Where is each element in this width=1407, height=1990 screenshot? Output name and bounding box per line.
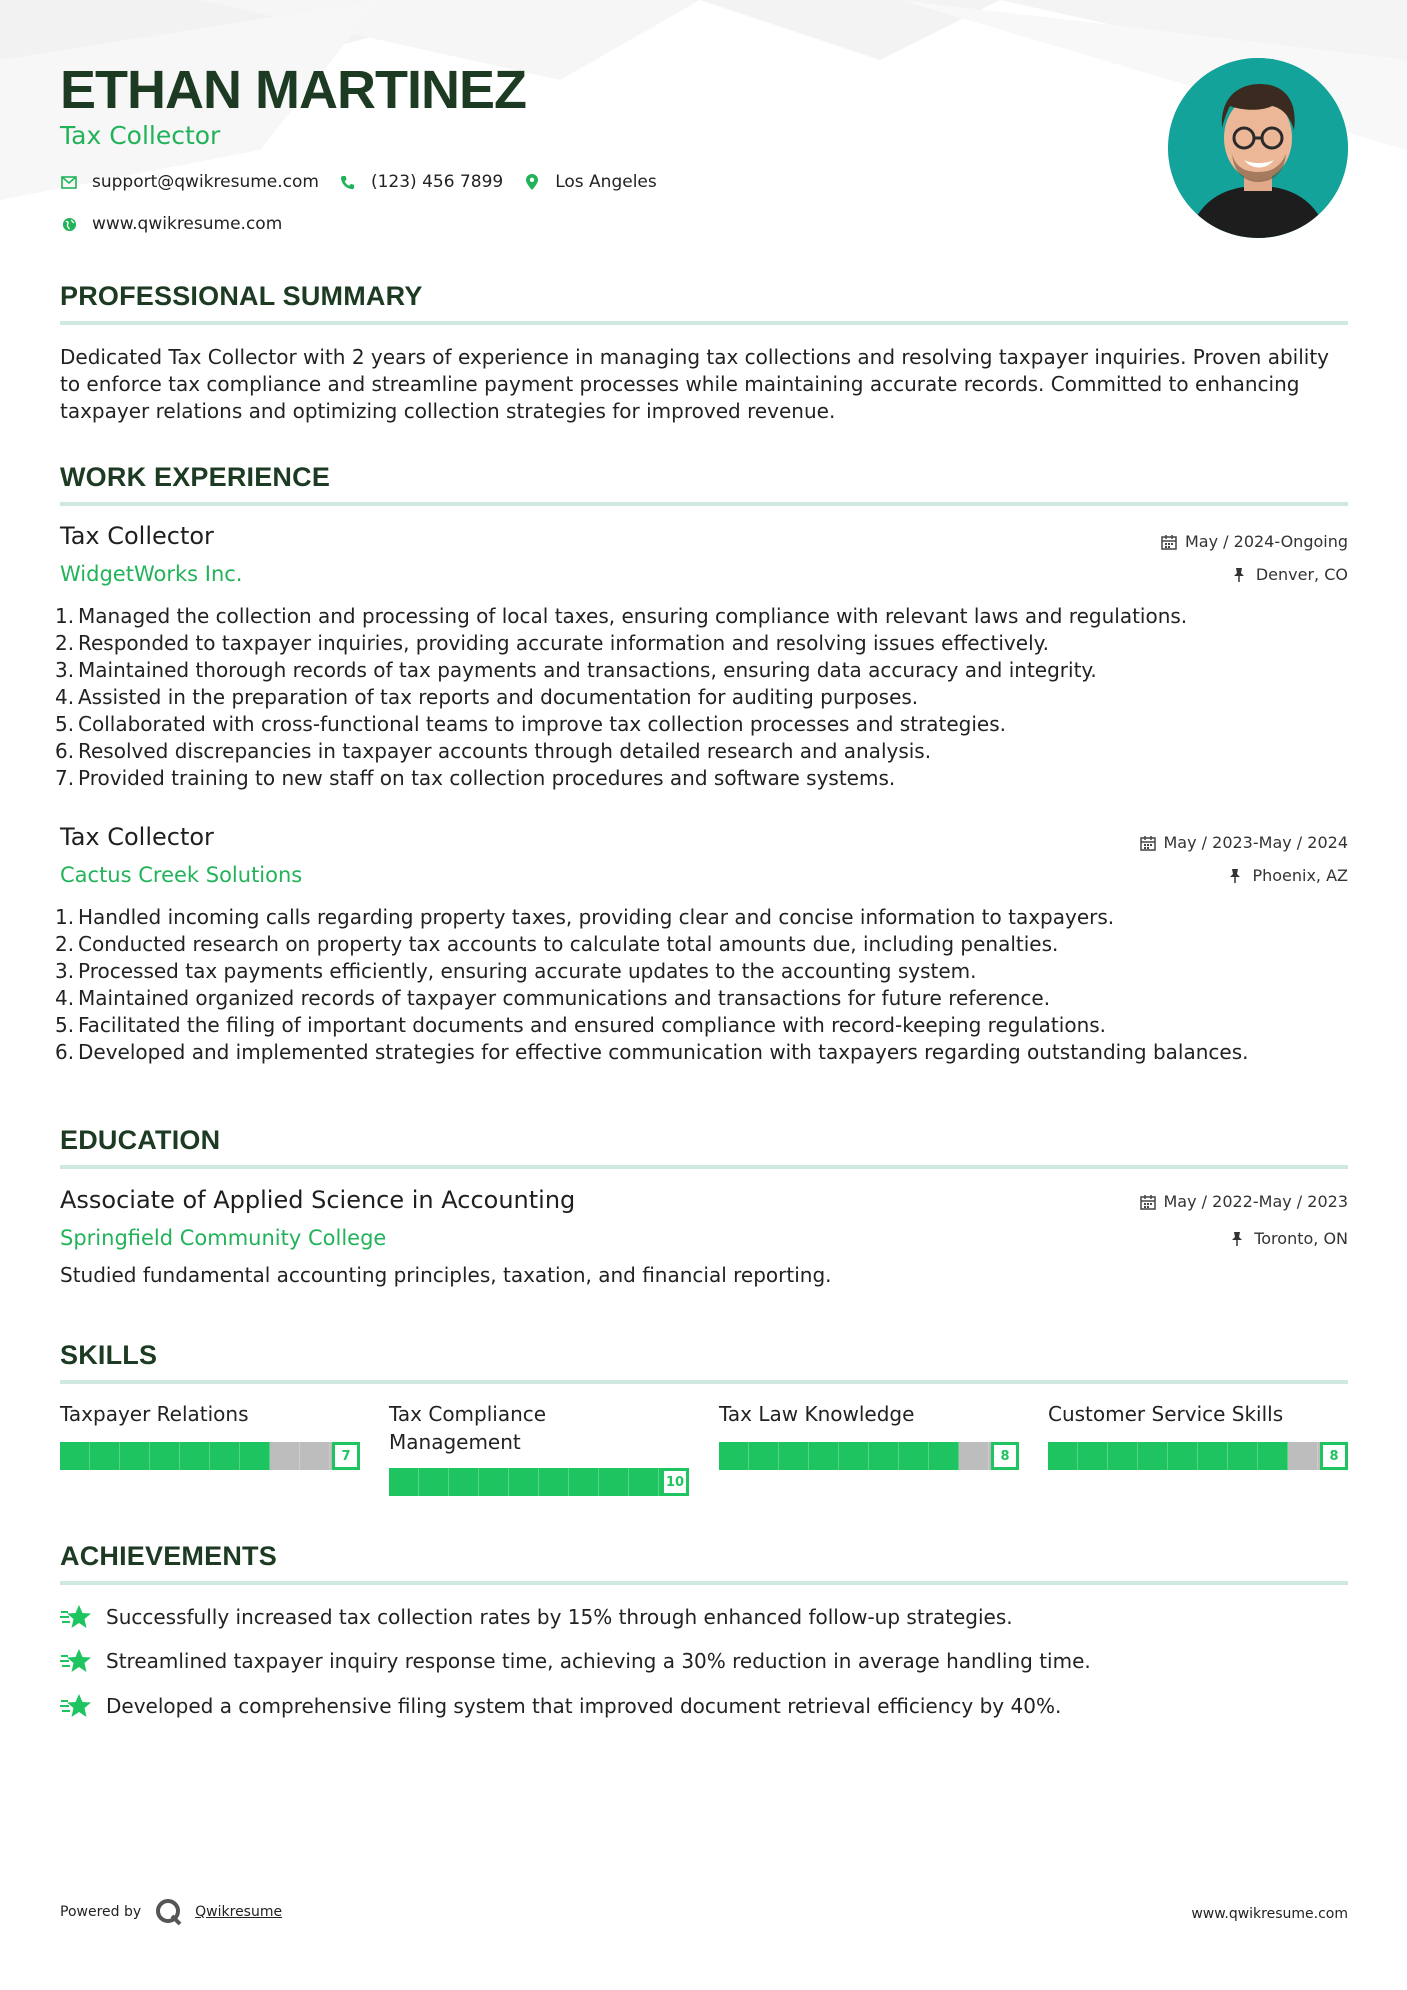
skill-level-segment	[449, 1468, 479, 1496]
list-item: 1. Managed the collection and processing of local taxes, ensuring compliance with relevant laws and regulations.	[55, 604, 1188, 628]
skill-level-segment	[959, 1442, 989, 1470]
education-school: Springfield Community College	[60, 1226, 387, 1250]
education-degree: Associate of Applied Science in Accounting	[60, 1186, 576, 1214]
location-text: Los Angeles	[555, 172, 657, 192]
skill-level-segment	[389, 1468, 419, 1496]
experience-divider	[60, 502, 1348, 506]
skill-level-segment	[719, 1442, 749, 1470]
contact-email[interactable]	[60, 172, 319, 192]
job-bullets	[55, 603, 1348, 792]
list-item: 3. Processed tax payments efficiently, ensuring accurate updates to the accounting system.	[55, 959, 977, 983]
contact-phone[interactable]	[339, 172, 503, 192]
skills-heading: SKILLS	[60, 1340, 158, 1370]
calendar-icon	[1140, 1194, 1156, 1210]
list-item: 2. Conducted research on property tax accounts to calculate total amounts due, including penalties.	[55, 932, 1059, 956]
contact-location	[523, 172, 657, 192]
map-pin-icon	[523, 173, 541, 191]
skill-level-segment	[120, 1442, 150, 1470]
skill-level-segment	[779, 1442, 809, 1470]
list-item: 4. Assisted in the preparation of tax reports and documentation for auditing purposes.	[55, 685, 919, 709]
skill-score: 7	[332, 1442, 360, 1470]
job-bullets	[55, 904, 1348, 1066]
skill-level-segment	[1258, 1442, 1288, 1470]
job-location-text: Phoenix, AZ	[1252, 866, 1348, 885]
star-icon	[60, 1603, 92, 1631]
skill-level-segment	[1198, 1442, 1228, 1470]
achievement-item	[60, 1647, 1091, 1675]
skill-level-segment	[419, 1468, 449, 1496]
skill-level-segment	[929, 1442, 959, 1470]
skill-level-segment	[869, 1442, 899, 1470]
skill-label: Customer Service Skills	[1048, 1402, 1284, 1426]
skill-level-segment	[1228, 1442, 1258, 1470]
phone-text: (123) 456 7899	[370, 172, 504, 192]
powered-by-label: Powered by	[60, 1904, 142, 1920]
list-item: 5. Facilitated the filing of important documents and ensured compliance with record-keeping regulations.	[55, 1013, 1107, 1037]
skill-level-bar	[60, 1442, 360, 1470]
education-location	[1230, 1229, 1348, 1248]
job-date-text: May / 2024-Ongoing	[1185, 532, 1348, 551]
education-date	[1140, 1192, 1349, 1211]
skill-level-segment	[150, 1442, 180, 1470]
candidate-name: ETHAN MARTINEZ	[60, 60, 526, 120]
list-item: 7. Provided training to new staff on tax collection procedures and software systems.	[55, 766, 896, 790]
job-title: Tax Collector	[60, 522, 214, 550]
list-item: 3. Maintained thorough records of tax payments and transactions, ensuring data accuracy and integrity.	[55, 658, 1097, 682]
education-heading: EDUCATION	[60, 1125, 221, 1155]
pushpin-icon	[1232, 567, 1248, 583]
education-description: Studied fundamental accounting principles, taxation, and financial reporting.	[60, 1263, 832, 1287]
list-item: 6. Resolved discrepancies in taxpayer accounts through detailed research and analysis.	[55, 739, 932, 763]
email-text: support@qwikresume.com	[92, 172, 319, 192]
skill-level-segment	[569, 1468, 599, 1496]
skill-level-segment	[210, 1442, 240, 1470]
star-icon	[60, 1647, 92, 1675]
job-company: WidgetWorks Inc.	[60, 562, 243, 586]
achievements-divider	[60, 1581, 1348, 1585]
skill-level-segment	[270, 1442, 300, 1470]
phone-icon	[339, 173, 357, 191]
skill-level-segment	[539, 1468, 569, 1496]
job-company: Cactus Creek Solutions	[60, 863, 303, 887]
candidate-role: Tax Collector	[60, 121, 221, 150]
envelope-icon	[60, 173, 78, 191]
skill-level-segment	[749, 1442, 779, 1470]
website-text: www.qwikresume.com	[92, 214, 283, 234]
calendar-icon	[1161, 534, 1177, 550]
summary-divider	[60, 321, 1348, 325]
skill-label: Taxpayer Relations	[60, 1402, 249, 1426]
skill-level-segment	[899, 1442, 929, 1470]
job-title: Tax Collector	[60, 823, 214, 851]
list-item: 4. Maintained organized records of taxpayer communications and transactions for future reference.	[55, 986, 1051, 1010]
skill-label: Tax Compliance Management	[389, 1402, 547, 1454]
achievement-text: Streamlined taxpayer inquiry response time, achieving a 30% reduction in average handling time.	[106, 1649, 1091, 1673]
achievement-item	[60, 1692, 1061, 1720]
skill-level-segment	[90, 1442, 120, 1470]
footer-powered-by	[60, 1898, 282, 1926]
skill-level-bar	[1048, 1442, 1348, 1470]
skill-level-bar	[389, 1468, 689, 1496]
list-item: 6. Developed and implemented strategies for effective communication with taxpayers regarding outstanding balances.	[55, 1040, 1249, 1064]
footer-website[interactable]: www.qwikresume.com	[1191, 1906, 1348, 1922]
skill-level-segment	[1288, 1442, 1318, 1470]
education-divider	[60, 1165, 1348, 1169]
skill-score: 10	[661, 1468, 689, 1496]
contact-row-primary	[60, 172, 677, 192]
skill-item	[719, 1400, 1019, 1464]
pushpin-icon	[1228, 868, 1244, 884]
job-date	[1140, 833, 1349, 852]
skill-level-segment	[1078, 1442, 1108, 1470]
job-location-text: Denver, CO	[1255, 565, 1348, 584]
skill-item	[60, 1400, 360, 1464]
skill-level-segment	[1048, 1442, 1078, 1470]
skill-level-segment	[300, 1442, 330, 1470]
skill-level-segment	[1138, 1442, 1168, 1470]
list-item: 5. Collaborated with cross-functional teams to improve tax collection processes and strategies.	[55, 712, 1007, 736]
profile-photo	[1168, 58, 1348, 238]
qwikresume-logo-icon	[155, 1898, 183, 1926]
pushpin-icon	[1230, 1231, 1246, 1247]
education-location-text: Toronto, ON	[1254, 1229, 1348, 1248]
globe-icon	[60, 215, 78, 233]
skill-level-segment	[1108, 1442, 1138, 1470]
achievement-item	[60, 1603, 1013, 1631]
qwikresume-link[interactable]: Qwikresume	[195, 1904, 283, 1920]
job-location	[1232, 565, 1348, 584]
skill-level-segment	[599, 1468, 629, 1496]
experience-heading: WORK EXPERIENCE	[60, 462, 331, 492]
skill-item	[1048, 1400, 1348, 1464]
skill-level-segment	[240, 1442, 270, 1470]
job-date-text: May / 2023-May / 2024	[1163, 833, 1348, 852]
skill-level-segment	[60, 1442, 90, 1470]
contact-website[interactable]	[60, 214, 282, 234]
skill-level-bar	[719, 1442, 1019, 1470]
summary-heading: PROFESSIONAL SUMMARY	[60, 281, 423, 311]
achievements-heading: ACHIEVEMENTS	[60, 1541, 277, 1571]
contact-row-secondary	[60, 214, 302, 234]
skill-level-segment	[809, 1442, 839, 1470]
education-date-text: May / 2022-May / 2023	[1163, 1192, 1348, 1211]
skill-level-segment	[839, 1442, 869, 1470]
skill-score: 8	[1320, 1442, 1348, 1470]
skill-label: Tax Law Knowledge	[719, 1402, 915, 1426]
skills-divider	[60, 1380, 1348, 1384]
achievement-text: Successfully increased tax collection rates by 15% through enhanced follow-up strategies.	[106, 1605, 1013, 1629]
list-item: 1. Handled incoming calls regarding property taxes, providing clear and concise information to taxpayers.	[55, 905, 1115, 929]
skill-level-segment	[479, 1468, 509, 1496]
skill-level-segment	[1168, 1442, 1198, 1470]
achievement-text: Developed a comprehensive filing system that improved document retrieval efficiency by 40%.	[106, 1694, 1062, 1718]
job-date	[1161, 532, 1348, 551]
skill-level-segment	[180, 1442, 210, 1470]
list-item: 2. Responded to taxpayer inquiries, providing accurate information and resolving issues effectively.	[55, 631, 1049, 655]
summary-text: Dedicated Tax Collector with 2 years of experience in managing tax collections and resolving taxpayer inquiries. Proven ability to enforce tax compliance and streamline payment processes while maintaining accurate records. Committed to enhancing taxpayer relations and optimizing collection strategies for improved revenue.	[60, 345, 1330, 423]
skill-level-segment	[629, 1468, 659, 1496]
job-location	[1228, 866, 1348, 885]
skill-level-segment	[509, 1468, 539, 1496]
skill-item	[389, 1400, 689, 1490]
star-icon	[60, 1692, 92, 1720]
calendar-icon	[1140, 835, 1156, 851]
skill-score: 8	[991, 1442, 1019, 1470]
